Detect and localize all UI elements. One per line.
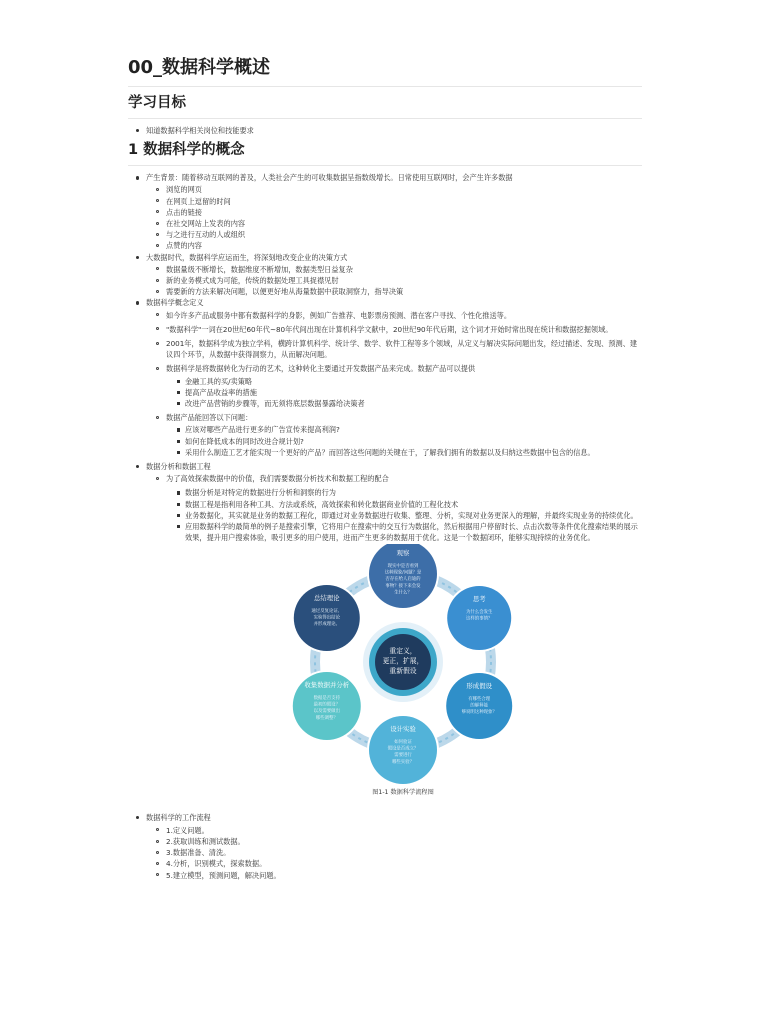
node-desc: 如何验证 <box>394 739 412 745</box>
node-title: 观察 <box>396 548 410 557</box>
list-item-bigdata <box>128 252 642 298</box>
analysis-sublist <box>154 473 642 543</box>
list-item: 如何在降低成本的同时改进合规计划? <box>174 436 642 447</box>
list-item: 如今许多产品或服务中都有数据科学的身影，例如广告推荐、电影票房预测、潜在客户寻找、个性化推送等。 <box>154 310 642 321</box>
list-item: 数据量级不断增长，数据维度不断增加，数据类型日益复杂 <box>154 264 642 275</box>
list-item: 1.定义问题。 <box>154 825 642 836</box>
node-desc: 最初的假设？ <box>313 702 340 708</box>
list-item: 点赞的内容 <box>154 240 642 251</box>
bigdata-sublist <box>154 264 642 298</box>
node-title: 总结理论 <box>314 593 340 602</box>
list-item: 2001年，数据科学成为独立学科，横跨计算机科学、统计学、数学、软件工程等多个领域，从定义与解决实际问题出发，经过描述、发现、预测、建议四个环节，从数据中获得洞察力，从而解决问题。 <box>154 338 642 360</box>
node-desc: 事物？接下来会发 <box>385 583 421 589</box>
node-desc: 这样的事情？ <box>466 616 493 622</box>
node-desc: 哪些调整？ <box>315 715 338 721</box>
list-item: 数据工程是指利用各种工具、方法或系统，高效探索和转化数据商业价值的工程化技术 <box>174 499 642 510</box>
diagram-caption: 图1-1 数据科学流程图 <box>372 788 434 796</box>
list-item: 4.分析，识别模式，探索数据。 <box>154 858 642 869</box>
list-item: 新的业务模式成为可能，传统的数据处理工具捉襟见肘 <box>154 275 642 286</box>
products-sublist <box>174 376 642 410</box>
list-item: "数据科学"一词在20世纪60年代~80年代间出现在计算机科学文献中，20世纪90年代后期，这个词才开始时常出现在统计和数据挖掘领域。 <box>154 324 642 335</box>
center-text: 重定义， <box>389 646 417 655</box>
list-item-analysis <box>128 461 642 803</box>
node-desc: 为什么会发生 <box>466 609 493 615</box>
list-item: 点击的链接 <box>154 207 642 218</box>
list-item-text: 数据科学概念定义 <box>146 298 204 308</box>
background-sublist <box>154 184 642 251</box>
document-content <box>128 56 642 881</box>
list-item-definition <box>128 297 642 458</box>
list-item: 与之进行互动的人或组织 <box>154 229 642 240</box>
node-desc: 生什么？ <box>394 589 412 595</box>
node-title: 形成假设 <box>466 681 492 690</box>
list-item: 改进产品营销的步骤等，而无须将底层数据暴露给决策者 <box>174 398 642 409</box>
node-desc: 有哪些合理 <box>468 696 491 702</box>
list-item: 3.数据准备、清洗。 <box>154 847 642 858</box>
list-item-text: 大数据时代，数据科学应运而生，将深刻地改变企业的决策方式 <box>146 252 348 262</box>
node-desc: 并形成理论。 <box>313 621 340 627</box>
center-text: 更正，扩展， <box>382 656 424 665</box>
section-heading-goals: 学习目标 <box>128 93 642 119</box>
node-desc: 假设是否成立？ <box>387 746 419 752</box>
node-title: 思考 <box>472 594 486 603</box>
node-desc: 的解释能 <box>470 703 488 709</box>
list-item-workflow <box>128 812 642 881</box>
node-desc: 以及需要做出 <box>313 708 340 714</box>
node-title: 收集数据并分析 <box>304 680 350 689</box>
list-item-text: 数据产品能回答以下问题： <box>166 413 253 423</box>
list-item: 数据分析是对特定的数据进行分析和洞察的行为 <box>174 487 642 498</box>
node-desc: 通过反复论证、 <box>311 608 343 614</box>
node-desc: 够说明这种现象？ <box>461 709 497 715</box>
analysis-detail-list <box>174 487 642 543</box>
list-item: 知道数据科学相关岗位和技能要求 <box>128 125 642 136</box>
definition-sublist <box>154 310 642 458</box>
list-item <box>154 473 642 543</box>
data-science-cycle-diagram <box>146 544 660 804</box>
list-item: 需要新的方法来解决问题，以便更好地从海量数据中获取洞察力，指导决策 <box>154 286 642 297</box>
node-desc: 这种现象/问题？是 <box>384 570 422 576</box>
list-item-text: 产生背景：随着移动互联网的普及，人类社会产生的可收集数据呈指数级增长。日常使用互联网时，会产生许多数据 <box>146 173 513 183</box>
list-item: 2.获取训练和测试数据。 <box>154 836 642 847</box>
list-item: 业务数据化，其实就是业务的数据工程化，即通过对业务数据进行收集、整理、分析，实现对业务更深入的理解，并最终实现业务的持续优化。 <box>174 510 642 521</box>
list-item-text: 数据科学是将数据转化为行动的艺术，这种转化主要通过开发数据产品来完成。数据产品可以提供 <box>166 364 476 374</box>
node-desc: 数据是否支持 <box>313 695 340 701</box>
list-item-text: 数据科学的工作流程 <box>146 812 211 822</box>
list-item: 浏览的网页 <box>154 184 642 195</box>
center-text: 重新假设 <box>389 666 417 675</box>
cycle-diagram-svg <box>146 544 660 804</box>
list-item-text: 数据分析和数据工程 <box>146 462 211 472</box>
node-desc: 现实中是否看到 <box>387 563 419 569</box>
list-item: 在网页上逗留的时间 <box>154 196 642 207</box>
list-item-products <box>154 363 642 409</box>
node-desc: 哪些实验？ <box>392 759 414 765</box>
questions-sublist <box>174 424 642 458</box>
node-desc: 实验得出结论 <box>313 615 340 621</box>
list-item: 在社交网站上发表的内容 <box>154 218 642 229</box>
node-title: 设计实验 <box>390 724 416 733</box>
section-heading-concept: 1 数据科学的概念 <box>128 140 642 166</box>
goals-list <box>128 125 642 136</box>
list-item-text: 为了高效探索数据中的价值，我们需要数据分析技术和数据工程的配合 <box>166 474 389 484</box>
node-desc: 否存在给人启迪的 <box>385 576 421 582</box>
page-title: 00_数据科学概述 <box>128 56 642 87</box>
concept-list <box>128 172 642 881</box>
list-item: 应该对哪些产品进行更多的广告宣传来提高利润? <box>174 424 642 435</box>
node-desc: 需要进行 <box>394 752 412 758</box>
list-item-questions <box>154 412 642 458</box>
list-item: 5.建立模型，预测问题，解决问题。 <box>154 870 642 881</box>
list-item: 应用数据科学的最简单的例子是搜索引擎，它将用户在搜索中的交互行为数据化，然后根据用户停留时长、点击次数等条件优化搜索结果的展示效果，提升用户搜索体验，吸引更多的用户使用，进而产生更多的数据用于优化。这是一个数据闭环，能够实现持续的业务优化。 <box>174 521 642 543</box>
list-item: 金融工具的买/卖策略 <box>174 376 642 387</box>
list-item: 采用什么制造工艺才能实现一个更好的产品？而回答这些问题的关键在于，了解我们拥有的数据以及归纳这些数据中包含的信息。 <box>174 447 642 458</box>
workflow-sublist <box>154 825 642 881</box>
list-item: 提高产品收益率的措施 <box>174 387 642 398</box>
list-item-background <box>128 172 642 251</box>
